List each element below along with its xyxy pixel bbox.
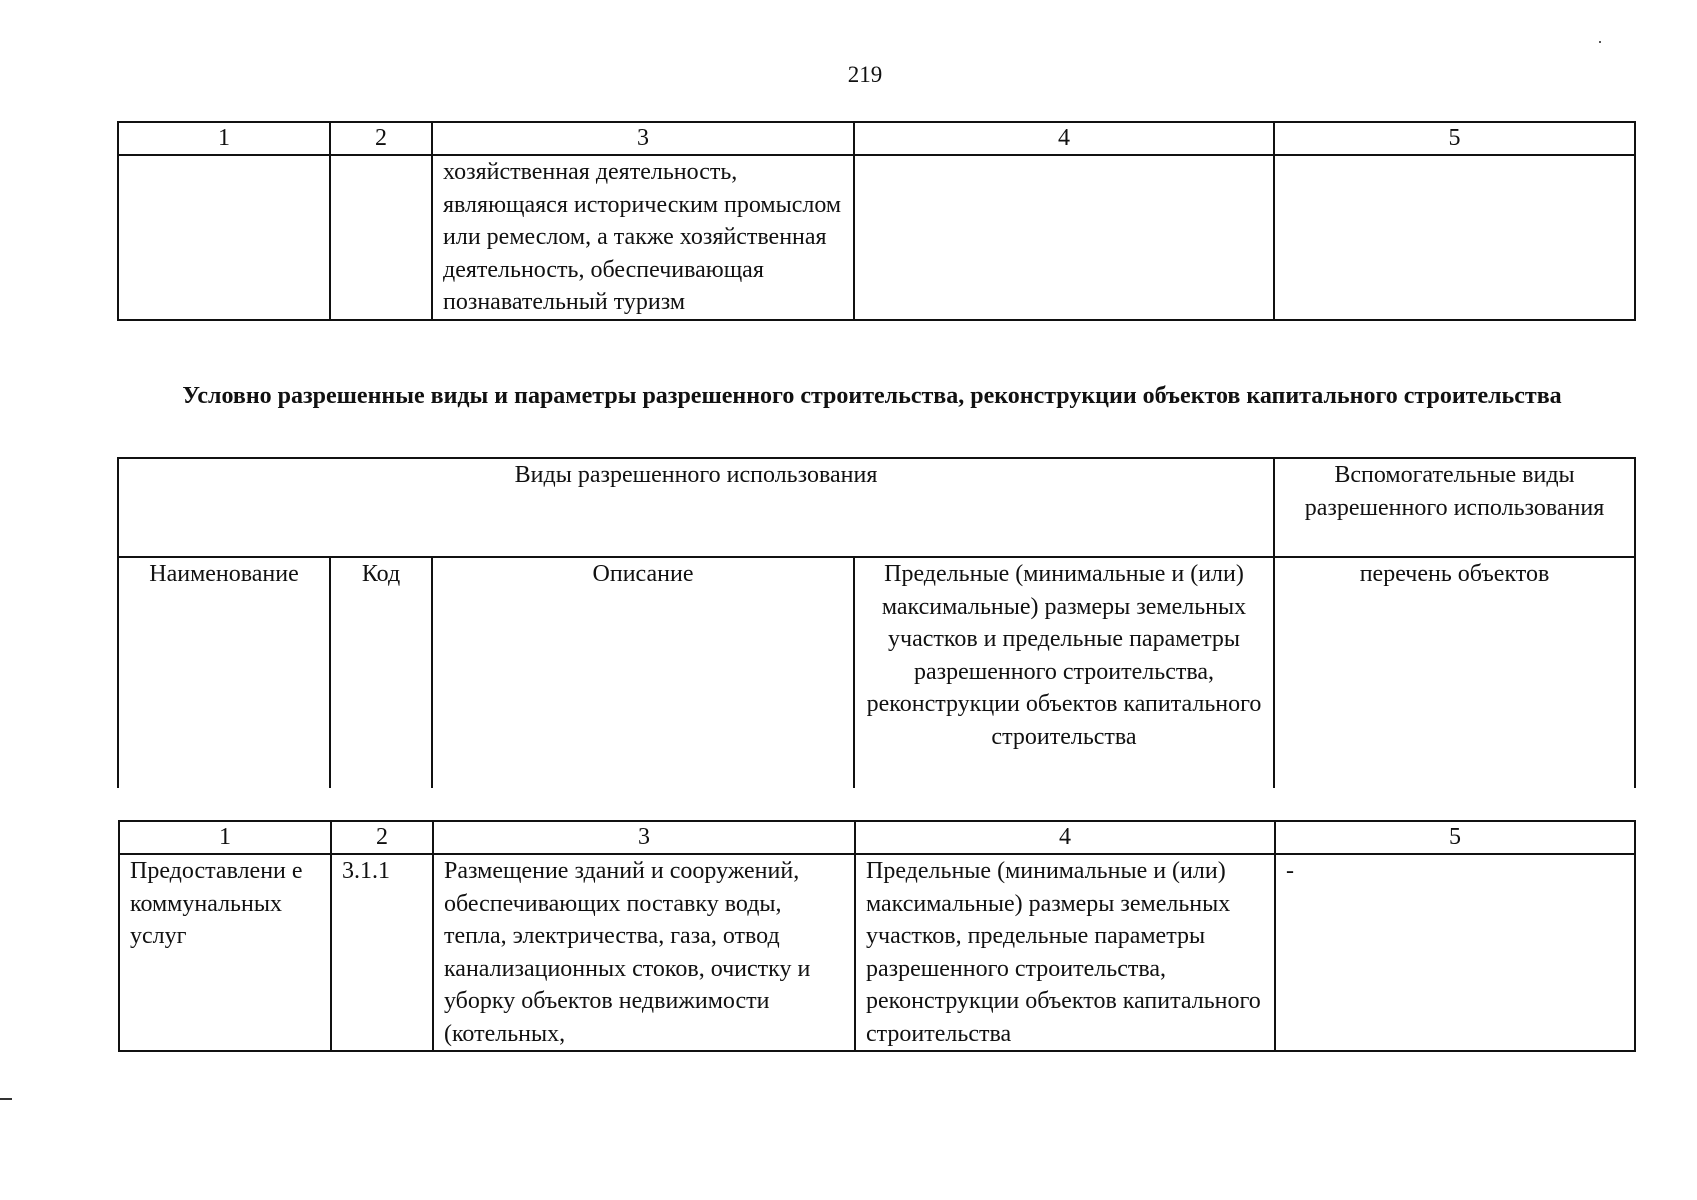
column-number-5: 5 bbox=[1275, 821, 1635, 854]
header-group-row bbox=[118, 458, 1635, 557]
table-row bbox=[118, 155, 1635, 320]
cell-description: Размещение зданий и сооружений, обеспечивающих поставку воды, тепла, электричества, газа, отвод канализационных стоков, очистку и уборку объектов недвижимости (котельных, bbox=[433, 854, 855, 1051]
header-parameters: Предельные (минимальные и (или) максимальные) размеры земельных участков и предельные параметры разрешенного строительства, реконструкции объектов капитального строительства bbox=[854, 557, 1274, 788]
column-number-3: 3 bbox=[433, 821, 855, 854]
continuation-table bbox=[117, 121, 1636, 321]
column-number-row bbox=[119, 821, 1635, 854]
column-number-row bbox=[118, 122, 1635, 155]
cell-auxiliary bbox=[1274, 155, 1635, 320]
data-table bbox=[118, 820, 1636, 1052]
cell-code bbox=[330, 155, 432, 320]
column-number-2: 2 bbox=[330, 122, 432, 155]
cell-parameters bbox=[854, 155, 1274, 320]
column-number-2: 2 bbox=[331, 821, 433, 854]
header-columns-row bbox=[118, 557, 1635, 788]
header-code: Код bbox=[330, 557, 432, 788]
header-main-group: Виды разрешенного использования bbox=[118, 458, 1274, 557]
cell-name: Предоставлени е коммунальных услуг bbox=[119, 854, 331, 1051]
header-table bbox=[117, 457, 1636, 788]
column-number-1: 1 bbox=[118, 122, 330, 155]
column-number-5: 5 bbox=[1274, 122, 1635, 155]
page-number: 219 bbox=[847, 62, 883, 87]
cell-parameters: Предельные (минимальные и (или) максимальные) размеры земельных участков, предельные параметры разрешенного строительства, реконструкции объектов капитального строительства bbox=[855, 854, 1275, 1051]
column-number-4: 4 bbox=[854, 122, 1274, 155]
cell-name bbox=[118, 155, 330, 320]
header-aux-list: перечень объектов bbox=[1274, 557, 1635, 788]
column-number-1: 1 bbox=[119, 821, 331, 854]
scan-edge-mark bbox=[0, 1098, 12, 1100]
column-number-3: 3 bbox=[432, 122, 854, 155]
scan-dot-mark bbox=[1599, 41, 1601, 43]
table-row bbox=[119, 854, 1635, 1051]
header-description: Описание bbox=[432, 557, 854, 788]
header-aux-group: Вспомогательные виды разрешенного использования bbox=[1274, 458, 1635, 557]
cell-auxiliary: - bbox=[1275, 854, 1635, 1051]
cell-description: хозяйственная деятельность, являющаяся историческим промыслом или ремеслом, а также хозяйственная деятельность, обеспечивающая познавательный туризм bbox=[432, 155, 854, 320]
header-name: Наименование bbox=[118, 557, 330, 788]
column-number-4: 4 bbox=[855, 821, 1275, 854]
section-title: Условно разрешенные виды и параметры разрешенного строительства, реконструкции объектов капитального строительства bbox=[182, 383, 1562, 409]
cell-code: 3.1.1 bbox=[331, 854, 433, 1051]
